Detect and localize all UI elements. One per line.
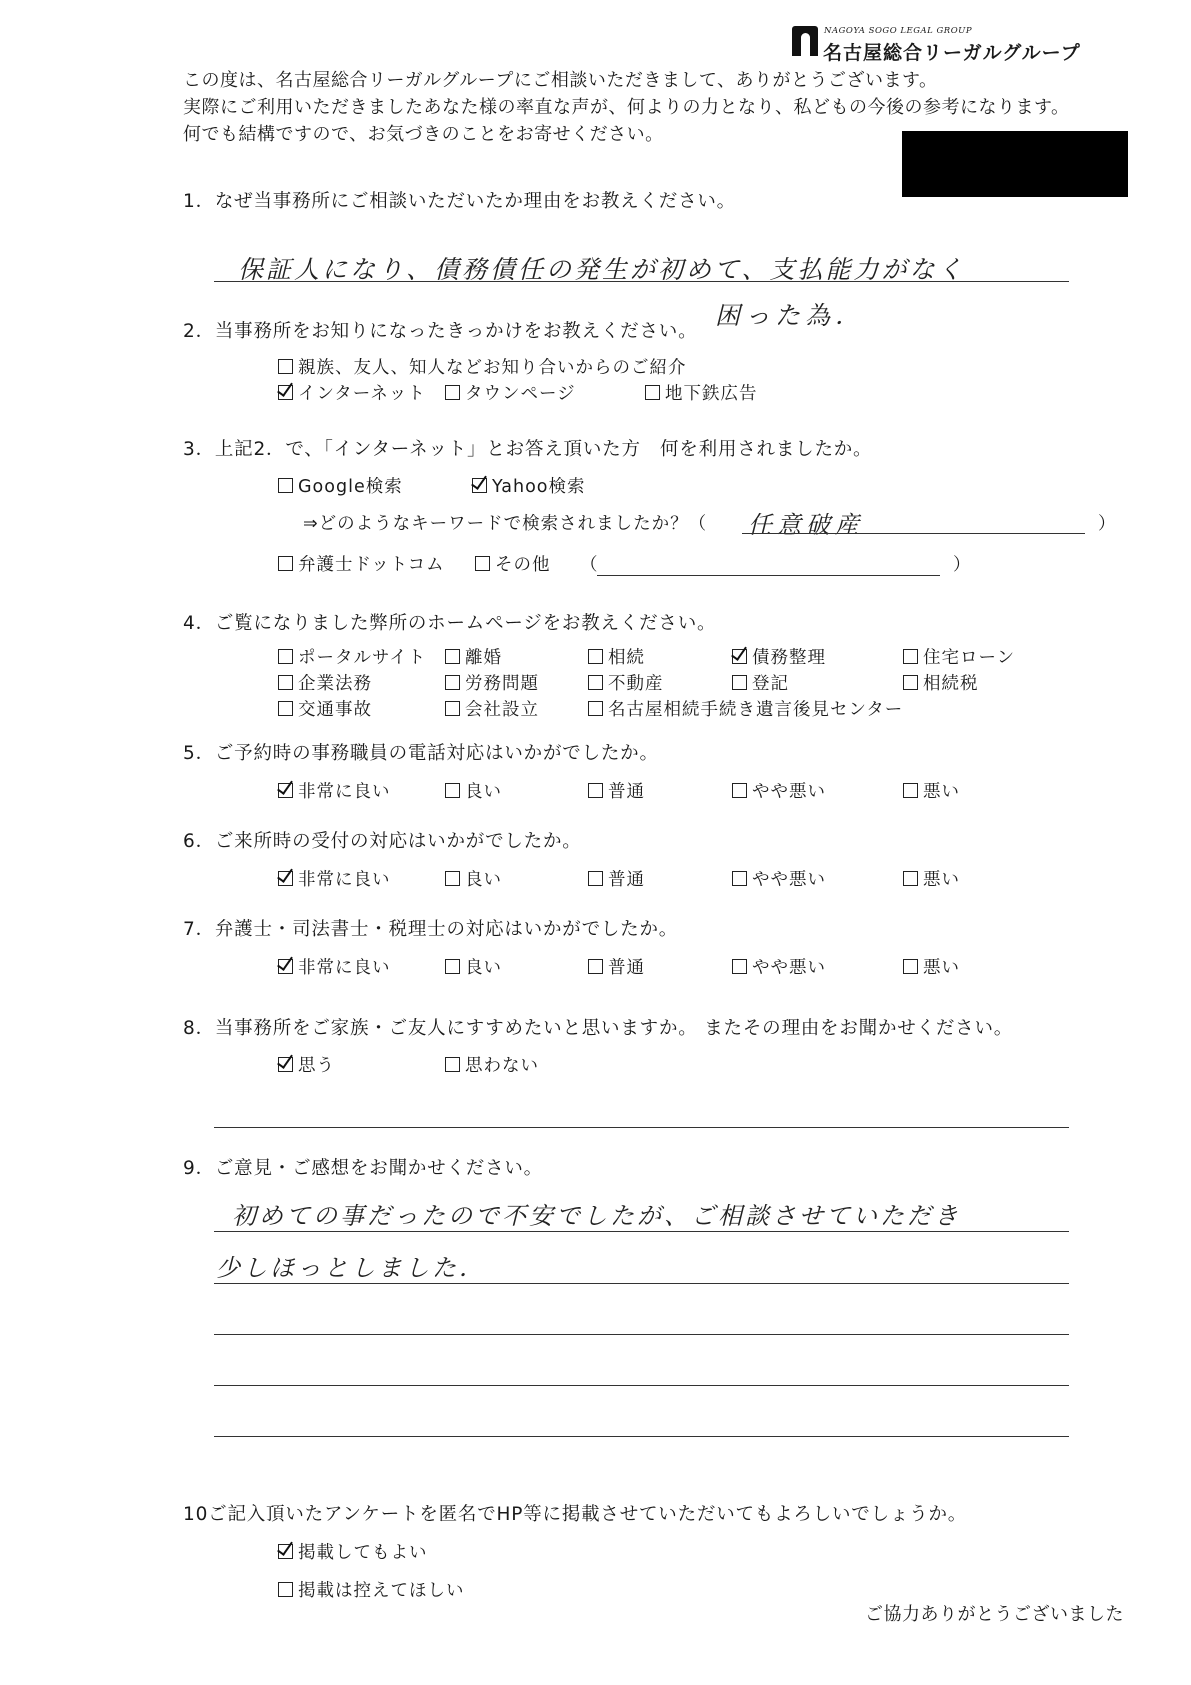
logo-mark-icon bbox=[792, 26, 818, 56]
q6-option-somewhat-bad[interactable]: やや悪い bbox=[732, 869, 826, 891]
logo-japanese-text: 名古屋総合リーガルグループ bbox=[823, 42, 1081, 64]
question-5-label: 5．ご予約時の事務職員の電話対応はいかがでしたか。 bbox=[183, 743, 659, 764]
checkbox-icon[interactable] bbox=[445, 783, 460, 798]
q3-keyword-answer: 任意破産 bbox=[748, 511, 864, 539]
checkbox-icon[interactable] bbox=[732, 783, 747, 798]
q4-option-corporate-law[interactable]: 企業法務 bbox=[278, 673, 372, 695]
checked-checkbox-icon[interactable] bbox=[278, 959, 293, 974]
q4-option-divorce[interactable]: 離婚 bbox=[445, 647, 502, 669]
checkbox-icon[interactable] bbox=[278, 478, 293, 493]
checkbox-icon[interactable] bbox=[732, 959, 747, 974]
checked-checkbox-icon[interactable] bbox=[278, 871, 293, 886]
checkbox-icon[interactable] bbox=[732, 675, 747, 690]
q3-other-open-paren: （ bbox=[580, 555, 599, 575]
checkbox-icon[interactable] bbox=[445, 871, 460, 886]
checkbox-icon[interactable] bbox=[588, 783, 603, 798]
checkbox-icon[interactable] bbox=[645, 385, 660, 400]
q7-option-average[interactable]: 普通 bbox=[588, 957, 645, 979]
q7-option-very-good[interactable]: 非常に良い bbox=[278, 957, 391, 979]
checkbox-icon[interactable] bbox=[903, 959, 918, 974]
question-6-label: 6．ご来所時の受付の対応はいかがでしたか。 bbox=[183, 831, 582, 852]
q4-option-debt-consolidation[interactable]: 債務整理 bbox=[732, 647, 826, 669]
question-1-answer-rule bbox=[214, 281, 1069, 282]
question-1-answer-line-1: 保証人になり、債務債任の発生が初めて、支払能力がなく bbox=[238, 255, 966, 284]
q6-option-average[interactable]: 普通 bbox=[588, 869, 645, 891]
checkbox-icon[interactable] bbox=[278, 675, 293, 690]
checkbox-icon[interactable] bbox=[475, 556, 490, 571]
q3-other-close-paren: ） bbox=[953, 555, 972, 575]
checkbox-icon[interactable] bbox=[903, 871, 918, 886]
q3-other-rule[interactable] bbox=[597, 575, 940, 576]
q4-option-company-setup[interactable]: 会社設立 bbox=[445, 699, 539, 721]
q3-option-google[interactable]: Google検索 bbox=[278, 476, 403, 498]
q6-option-good[interactable]: 良い bbox=[445, 869, 502, 891]
q7-option-good[interactable]: 良い bbox=[445, 957, 502, 979]
q4-option-traffic-accident[interactable]: 交通事故 bbox=[278, 699, 372, 721]
q5-option-average[interactable]: 普通 bbox=[588, 781, 645, 803]
q2-option-subway-ad[interactable]: 地下鉄広告 bbox=[645, 383, 758, 405]
q5-option-somewhat-bad[interactable]: やや悪い bbox=[732, 781, 826, 803]
q9-rule-1 bbox=[214, 1231, 1069, 1232]
q2-option-internet[interactable]: インターネット bbox=[278, 383, 426, 405]
q4-option-real-estate[interactable]: 不動産 bbox=[588, 673, 664, 695]
question-7-label: 7．弁護士・司法書士・税理士の対応はいかがでしたか。 bbox=[183, 919, 679, 940]
q9-rule-3[interactable] bbox=[214, 1334, 1069, 1335]
q6-option-bad[interactable]: 悪い bbox=[903, 869, 960, 891]
checkbox-icon[interactable] bbox=[903, 649, 918, 664]
checkbox-icon[interactable] bbox=[903, 675, 918, 690]
checked-checkbox-icon[interactable] bbox=[278, 1057, 293, 1072]
q4-option-inheritance-tax[interactable]: 相続税 bbox=[903, 673, 979, 695]
checkbox-icon[interactable] bbox=[445, 675, 460, 690]
q5-option-good[interactable]: 良い bbox=[445, 781, 502, 803]
q4-option-registration[interactable]: 登記 bbox=[732, 673, 789, 695]
question-1-answer-line-2: 困った為． bbox=[715, 301, 866, 330]
q3-keyword-close-paren: ） bbox=[1098, 514, 1117, 534]
checkbox-icon[interactable] bbox=[278, 556, 293, 571]
logo-english-text: NAGOYA SOGO LEGAL GROUP bbox=[824, 26, 973, 36]
q4-option-portal[interactable]: ポータルサイト bbox=[278, 647, 426, 669]
q4-option-nagoya-inheritance-center[interactable]: 名古屋相続手続き遺言後見センター bbox=[588, 699, 903, 721]
checked-checkbox-icon[interactable] bbox=[278, 1544, 293, 1559]
question-10-label: 10ご記入頂いたアンケートを匿名でHP等に掲載させていただいてもよろしいでしょうか。 bbox=[183, 1504, 968, 1525]
question-9-answer-line-2: 少しほっとしました． bbox=[216, 1254, 486, 1282]
checkbox-icon[interactable] bbox=[732, 871, 747, 886]
q10-option-do-not-publish[interactable]: 掲載は控えてほしい bbox=[278, 1580, 465, 1602]
q9-rule-4[interactable] bbox=[214, 1385, 1069, 1386]
checkbox-icon[interactable] bbox=[278, 649, 293, 664]
checked-checkbox-icon[interactable] bbox=[278, 783, 293, 798]
q8-option-no[interactable]: 思わない bbox=[445, 1055, 539, 1077]
question-9-answer-line-1: 初めての事だったので不安でしたが、ご相談させていただき bbox=[232, 1202, 961, 1230]
q2-option-introduction[interactable]: 親族、友人、知人などお知り合いからのご紹介 bbox=[278, 357, 687, 379]
checkbox-icon[interactable] bbox=[903, 783, 918, 798]
checkbox-icon[interactable] bbox=[445, 959, 460, 974]
checked-checkbox-icon[interactable] bbox=[732, 649, 747, 664]
question-8-label: 8．当事務所をご家族・ご友人にすすめたいと思いますか。 またその理由をお聞かせください。 bbox=[183, 1018, 1014, 1039]
intro-line-3: 何でも結構ですので、お気づきのことをお寄せください。 bbox=[183, 124, 664, 145]
question-1-label: 1．なぜ当事務所にご相談いただいたか理由をお教えください。 bbox=[183, 191, 736, 212]
q9-rule-2 bbox=[214, 1283, 1069, 1284]
q7-option-bad[interactable]: 悪い bbox=[903, 957, 960, 979]
intro-line-1: この度は、名古屋総合リーガルグループにご相談いただきまして、ありがとうございます。 bbox=[183, 70, 938, 91]
checkbox-icon[interactable] bbox=[445, 701, 460, 716]
checked-checkbox-icon[interactable] bbox=[472, 478, 487, 493]
q8-reason-rule[interactable] bbox=[214, 1127, 1069, 1128]
q10-option-publish-ok[interactable]: 掲載してもよい bbox=[278, 1542, 428, 1564]
checkbox-icon[interactable] bbox=[445, 649, 460, 664]
checkbox-icon[interactable] bbox=[278, 701, 293, 716]
question-4-label: 4．ご覧になりました弊所のホームページをお教えください。 bbox=[183, 613, 717, 634]
checkbox-icon[interactable] bbox=[278, 1582, 293, 1597]
intro-line-2: 実際にご利用いただきましたあなた様の率直な声が、何よりの力となり、私どもの今後の参考になります。 bbox=[183, 97, 1070, 118]
question-9-label: 9．ご意見・ご感想をお聞かせください。 bbox=[183, 1158, 543, 1179]
question-3-label: 3．上記2．で、「インターネット」とお答え頂いた方 何を利用されましたか。 bbox=[183, 439, 873, 460]
q4-option-housing-loan[interactable]: 住宅ローン bbox=[903, 647, 1015, 669]
q7-option-somewhat-bad[interactable]: やや悪い bbox=[732, 957, 826, 979]
checkbox-icon[interactable] bbox=[588, 649, 603, 664]
q2-option-townpage[interactable]: タウンページ bbox=[445, 383, 576, 405]
checkbox-icon[interactable] bbox=[278, 359, 293, 374]
checkbox-icon[interactable] bbox=[588, 959, 603, 974]
q5-option-very-good[interactable]: 非常に良い bbox=[278, 781, 391, 803]
checkbox-icon[interactable] bbox=[445, 385, 460, 400]
q4-option-labor[interactable]: 労務問題 bbox=[445, 673, 539, 695]
q3-option-yahoo[interactable]: Yahoo検索 bbox=[472, 476, 586, 498]
q4-option-inheritance[interactable]: 相続 bbox=[588, 647, 645, 669]
q8-option-yes[interactable]: 思う bbox=[278, 1055, 335, 1077]
q9-rule-5[interactable] bbox=[214, 1436, 1069, 1437]
q3-option-other[interactable]: その他 bbox=[475, 554, 551, 576]
footer-thanks: ご協力ありがとうございました bbox=[865, 1604, 1124, 1625]
q3-option-bengoshi-dotcom[interactable]: 弁護士ドットコム bbox=[278, 554, 445, 576]
checkbox-icon[interactable] bbox=[588, 675, 603, 690]
checkbox-icon[interactable] bbox=[588, 701, 603, 716]
q3-keyword-prompt: ⇒どのようなキーワードで検索されましたか？（ bbox=[303, 514, 708, 534]
checked-checkbox-icon[interactable] bbox=[278, 385, 293, 400]
checkbox-icon[interactable] bbox=[445, 1057, 460, 1072]
q6-option-very-good[interactable]: 非常に良い bbox=[278, 869, 391, 891]
checkbox-icon[interactable] bbox=[588, 871, 603, 886]
question-2-label: 2．当事務所をお知りになったきっかけをお教えください。 bbox=[183, 321, 698, 342]
q5-option-bad[interactable]: 悪い bbox=[903, 781, 960, 803]
q3-keyword-rule bbox=[742, 533, 1085, 534]
redaction-block bbox=[902, 131, 1128, 197]
